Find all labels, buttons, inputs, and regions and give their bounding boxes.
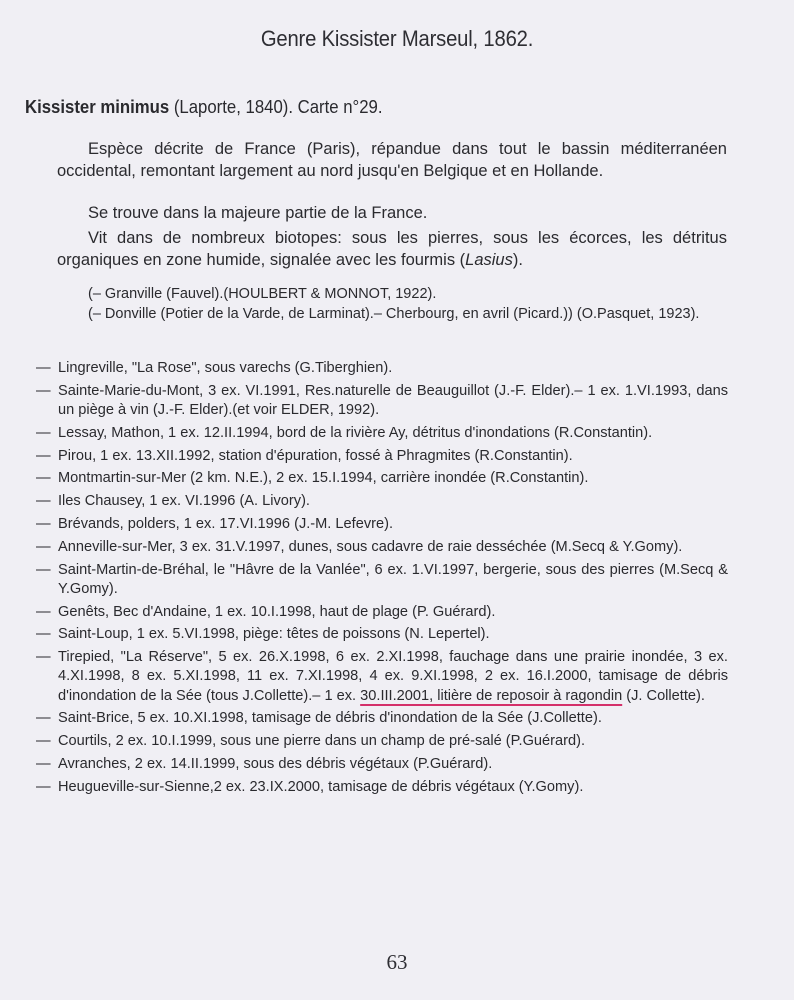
record-item	[36, 538, 728, 557]
record-text: Avranches, 2 ex. 14.II.1999, sous des débris végétaux (P.Guérard).	[58, 755, 493, 772]
record-item	[36, 469, 728, 488]
record-text: Tirepied, "La Réserve", 5 ex. 26.X.1998, 6 ex. 2.XI.1998, fauchage dans une prairie inondée, 3 ex. 4.XI.1998, 8 ex. 5.XI.1998, 11 ex. 7.XI.1998, 4 ex. 9.XI.1998, 2 ex. 16.I.2000, tamisage de débris d'inondation de la Sée (tous J.Collette).– 1 ex.	[58, 649, 728, 704]
dash-bullet: —	[36, 733, 51, 750]
dash-bullet: —	[36, 515, 51, 532]
record-text: Saint-Loup, 1 ex. 5.VI.1998, piège: têtes de poissons (N. Lepertel).	[58, 626, 490, 643]
record-item	[36, 732, 728, 751]
dash-bullet: —	[36, 447, 51, 464]
record-text: Anneville-sur-Mer, 3 ex. 31.V.1997, dunes, sous cadavre de raie desséchée (M.Secq & Y.Gomy).	[58, 538, 683, 555]
species-heading	[25, 97, 382, 118]
genus-lasius: Lasius	[465, 250, 513, 269]
dash-bullet: —	[36, 755, 51, 772]
record-item	[36, 447, 728, 466]
record-text: Genêts, Bec d'Andaine, 1 ex. 10.I.1998, haut de plage (P. Guérard).	[58, 603, 496, 620]
page-number: 63	[386, 950, 408, 974]
record-text: Brévands, polders, 1 ex. 17.VI.1996 (J.-M. Lefevre).	[58, 515, 394, 532]
historical-ref	[88, 305, 728, 325]
species-authority: (Laporte, 1840). Carte n°29.	[169, 97, 383, 117]
dash-bullet: —	[36, 603, 51, 620]
description-text: Espèce décrite de France (Paris), répandue dans tout le bassin méditerranéen occidental, remontant largement au nord jusqu'en Belgique et en Hollande.	[57, 140, 727, 180]
record-item	[36, 603, 728, 622]
description-text: Se trouve dans la majeure partie de la France.	[88, 204, 428, 222]
dash-bullet: —	[36, 382, 51, 399]
genus-title: Genre Kissister Marseul, 1862.	[260, 26, 534, 51]
dash-bullet: —	[36, 561, 51, 578]
dash-bullet: —	[36, 424, 51, 441]
record-text: (J. Collette).	[622, 687, 705, 704]
record-item	[36, 625, 728, 644]
dash-bullet: —	[36, 778, 51, 795]
record-text: Saint-Brice, 5 ex. 10.XI.1998, tamisage de débris d'inondation de la Sée (J.Collette).	[58, 710, 602, 727]
record-text: Pirou, 1 ex. 13.XII.1992, station d'épuration, fossé à Phragmites (R.Constantin).	[58, 447, 573, 464]
description-text: Vit dans de nombreux biotopes: sous les pierres, sous les écorces, les détritus organiques en zone humide, signalée avec les fourmis (	[57, 229, 727, 269]
record-item-tirepied	[36, 648, 728, 706]
description-paragraph-france	[57, 203, 727, 225]
record-item	[36, 492, 728, 511]
species-name: Kissister minimus	[25, 97, 170, 117]
record-text: Iles Chausey, 1 ex. VI.1996 (A. Livory).	[58, 493, 310, 510]
dash-bullet: —	[36, 493, 51, 510]
record-text: Lessay, Mathon, 1 ex. 12.II.1994, bord de la rivière Ay, détritus d'inondations (R.Constantin).	[58, 424, 653, 441]
record-text: Lingreville, "La Rose", sous varechs (G.Tiberghien).	[58, 360, 393, 376]
historical-ref-text: (– Granville (Fauvel).(HOULBERT & MONNOT, 1922).	[88, 286, 437, 302]
record-text: Courtils, 2 ex. 10.I.1999, sous une pierre dans un champ de pré-salé (P.Guérard).	[58, 733, 586, 750]
record-text: Sainte-Marie-du-Mont, 3 ex. VI.1991, Res.naturelle de Beauguillot (J.-F. Elder).– 1 ex. 1.VI.1993, dans un piège à vin (J.-F. Elder).(et voir ELDER, 1992).	[58, 382, 728, 418]
red-underlined-annotation: 30.III.2001, litière de reposoir à ragondin	[360, 687, 623, 704]
dash-bullet: —	[36, 626, 51, 643]
record-item	[36, 778, 728, 797]
record-item	[36, 709, 728, 728]
record-item	[36, 424, 728, 443]
dash-bullet: —	[36, 649, 51, 666]
record-text: Montmartin-sur-Mer (2 km. N.E.), 2 ex. 15.I.1994, carrière inondée (R.Constantin).	[58, 470, 589, 487]
record-text: Saint-Martin-de-Bréhal, le "Hâvre de la Vanlée", 6 ex. 1.VI.1997, bergerie, sous des pierres (M.Secq & Y.Gomy).	[58, 561, 728, 597]
historical-ref-text: (– Donville (Potier de la Varde, de Larminat).– Cherbourg, en avril (Picard.)) (O.Pasquet, 1923).	[88, 306, 700, 322]
record-item	[36, 755, 728, 774]
dash-bullet: —	[36, 470, 51, 487]
record-item	[36, 382, 728, 420]
dash-bullet: —	[36, 360, 51, 376]
record-text: Heugueville-sur-Sienne,2 ex. 23.IX.2000, tamisage de débris végétaux (Y.Gomy).	[58, 778, 584, 795]
dash-bullet: —	[36, 710, 51, 727]
description-paragraph-distribution	[57, 139, 727, 182]
record-item	[36, 515, 728, 534]
record-item	[36, 561, 728, 599]
records-list	[36, 359, 728, 801]
description-text: ).	[512, 250, 523, 269]
description-paragraph-biotopes	[57, 228, 727, 271]
historical-ref	[88, 285, 728, 305]
dash-bullet: —	[36, 538, 51, 555]
record-item	[36, 359, 728, 378]
